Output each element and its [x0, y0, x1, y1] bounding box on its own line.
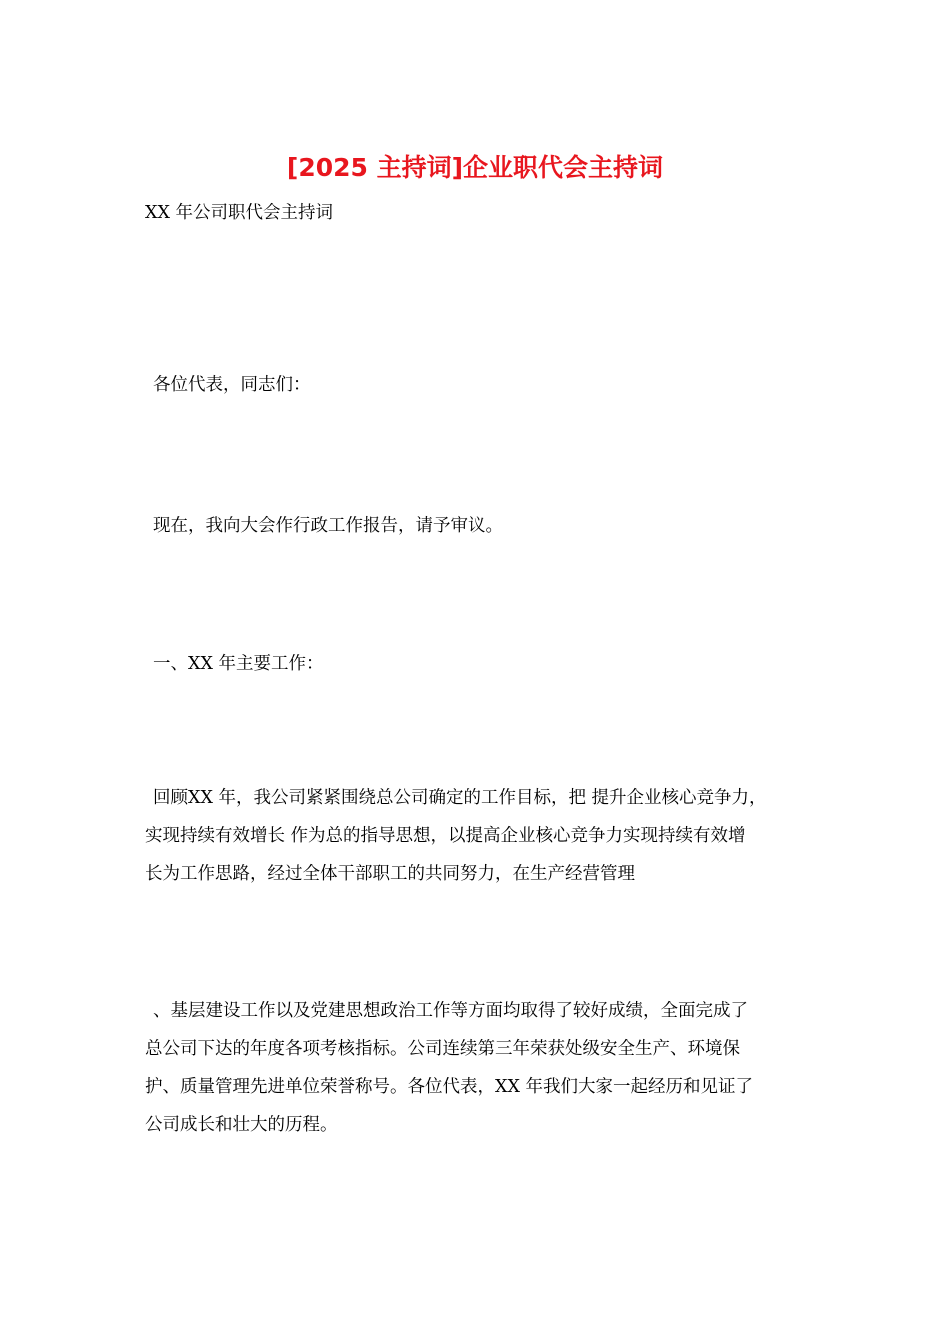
paragraph-line: 、基层建设工作以及党建思想政治工作等方面均取得了较好成绩，全面完成了	[153, 1001, 748, 1021]
paragraph-review	[145, 779, 813, 893]
document-subtitle: XX 年公司职代会主持词	[145, 203, 333, 223]
paragraph-line: 长为工作思路，经过全体干部职工的共同努力，在生产经营管理	[145, 864, 635, 884]
paragraph-line: 总公司下达的年度各项考核指标。公司连续第三年荣获处级安全生产、环境保	[145, 1039, 740, 1059]
paragraph-report-intro: 现在，我向大会作行政工作报告，请予审议。	[153, 516, 503, 536]
paragraph-achievements	[145, 992, 813, 1144]
paragraph-line: 回顾XX 年，我公司紧紧围绕总公司确定的工作目标，把 提升企业核心竞争力，	[153, 788, 767, 808]
greeting-line: 各位代表，同志们：	[153, 375, 311, 395]
paragraph-line: 实现持续有效增长 作为总的指导思想，以提高企业核心竞争力实现持续有效增	[145, 826, 746, 846]
paragraph-line: 公司成长和壮大的历程。	[145, 1115, 338, 1135]
document-title: [2025 主持词]企业职代会主持词	[286, 153, 664, 182]
section-heading: 一、XX 年主要工作：	[153, 654, 324, 674]
paragraph-line: 护、质量管理先进单位荣誉称号。各位代表，XX 年我们大家一起经历和见证了	[145, 1077, 753, 1097]
